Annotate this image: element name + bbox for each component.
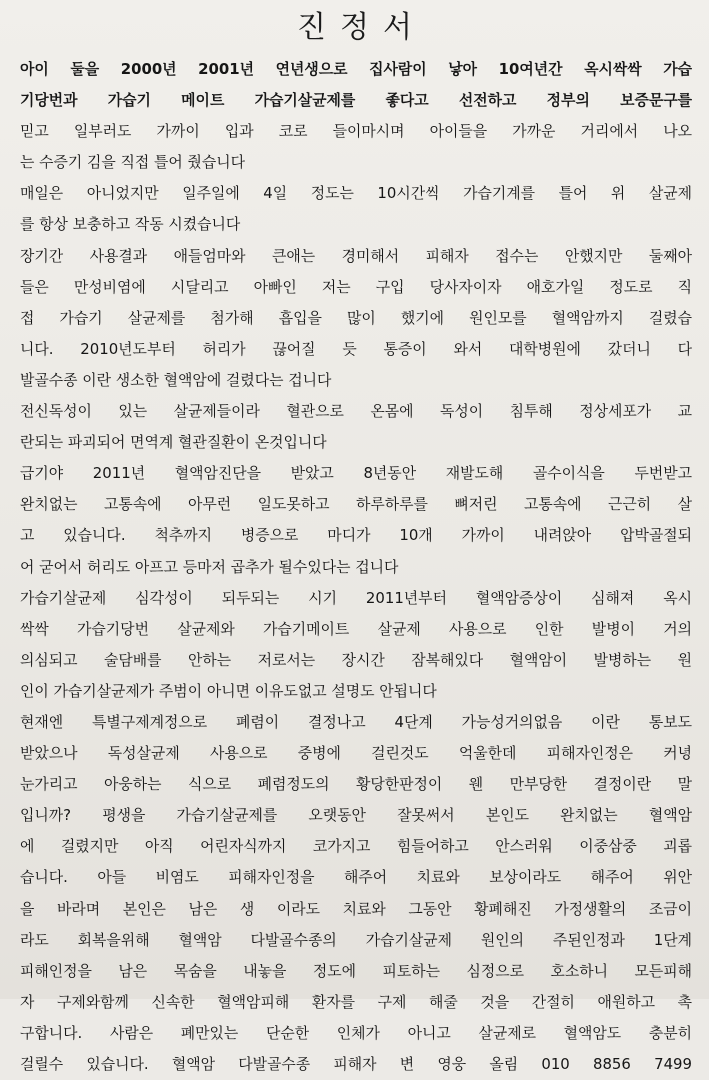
body-line-20: 의심되고 술담배를 안하는 저로서는 장시간 잠복해있다 혈액암이 발병하는 원 xyxy=(20,650,692,669)
body-line-10: 니다. 2010년도부터 허리가 끊어질 듯 통증이 와서 대학병원에 갔더니 다 xyxy=(20,339,692,358)
body-line-29: 라도 회복을위해 혈액암 다발골수종의 가습기살균제 원인의 주된인정과 1단계 xyxy=(20,930,692,949)
body-line-32: 구합니다. 사람은 폐만있는 단순한 인체가 아니고 살균제로 혈액암도 충분히 xyxy=(20,1023,693,1042)
body-line-6: 를 항상 보충하고 작동 시켰습니다 xyxy=(20,215,241,234)
body-line-1: 아이 둘을 2000년 2001년 연년생으로 집사람이 낳아 10여년간 옥시싹싹 가습 xyxy=(20,60,692,78)
body-line-23: 받았으나 독성살균제 사용으로 중병에 걸린것도 억울한데 피해자인정은 커녕 xyxy=(20,744,692,763)
body-line-22: 현재엔 특별구제계정으로 폐렴이 결정나고 4단계 가능성거의없음 이란 통보도 xyxy=(20,712,692,731)
body-line-30: 피해인정을 남은 목숨을 내놓을 정도에 피토하는 심정으로 호소하니 모든피해 xyxy=(20,961,692,980)
body-line-24: 눈가리고 아웅하는 식으로 폐렴정도의 황당한판정이 웬 만부당한 결정이란 말 xyxy=(20,775,692,794)
body-line-5: 매일은 아니었지만 일주일에 4일 정도는 10시간씩 가습기계를 틀어 위 살균제 xyxy=(20,184,692,203)
body-line-31: 자 구제와함께 신속한 혈액암피해 환자를 구제 해줄 것을 간절히 애원하고 촉 xyxy=(20,992,692,1011)
body-line-12: 전신독성이 있는 살균제들이라 혈관으로 온몸에 독성이 침투해 정상세포가 교 xyxy=(20,402,692,421)
body-line-19: 싹싹 가습기당번 살균제와 가습기메이트 살균제 사용으로 인한 발병이 거의 xyxy=(20,619,692,638)
document-title: 진정서 xyxy=(297,10,426,45)
body-line-15: 완치없는 고통속에 아무런 일도못하고 하루하루를 뼈저린 고통속에 근근히 살 xyxy=(20,495,692,514)
body-line-28: 을 바라며 본인은 남은 생 이라도 치료와 그동안 황폐해진 가정생활의 조금이 xyxy=(20,899,692,918)
body-line-27: 습니다. 아들 비염도 피해자인정을 해주어 치료와 보상이라도 해주어 위안 xyxy=(20,868,692,887)
body-line-33: 걸릴수 있습니다. 혈액암 다발골수종 피해자 변 영웅 올림 010 8856 7499 xyxy=(20,1055,692,1073)
body-line-21: 인이 가습기살균제가 주범이 아니면 이유도없고 설명도 안됩니다 xyxy=(20,681,437,700)
body-line-25: 입니까? 평생을 가습기살균제를 오랫동안 잘못써서 본인도 완치없는 혈액암 xyxy=(20,806,692,825)
body-line-18: 가습기살균제 심각성이 되두되는 시기 2011년부터 혈액암증상이 심해져 옥시 xyxy=(20,588,692,607)
body-line-13: 란되는 파괴되어 면역계 혈관질환이 온것입니다 xyxy=(20,433,327,452)
body-line-4: 는 수증기 김을 직접 틀어 줬습니다 xyxy=(20,153,246,172)
document-body xyxy=(20,54,692,1080)
body-line-7: 장기간 사용결과 애들엄마와 큰애는 경미해서 피해자 접수는 안했지만 둘째아 xyxy=(20,246,692,265)
body-line-11: 발골수종 이란 생소한 혈액암에 걸렸다는 겁니다 xyxy=(20,370,332,389)
body-line-2: 기당번과 가습기 메이트 가습기살균제를 좋다고 선전하고 정부의 보증문구를 xyxy=(20,91,692,110)
body-line-26: 에 걸렸지만 아직 어린자식까지 코가지고 힘들어하고 안스러워 이중삼중 괴롭 xyxy=(20,837,692,856)
body-line-14: 급기야 2011년 혈액암진단을 받았고 8년동안 재발도해 골수이식을 두번받고 xyxy=(20,464,692,483)
body-line-3: 믿고 일부러도 가까이 입과 코로 들이마시며 아이들을 가까운 거리에서 나오 xyxy=(20,122,692,141)
body-line-17: 어 굳어서 허리도 아프고 등마저 곱추가 될수있다는 겁니다 xyxy=(20,557,399,576)
body-line-16: 고 있습니다. 척추까지 병증으로 마디가 10개 가까이 내려앉아 압박골절되 xyxy=(20,526,692,545)
body-line-8: 들은 만성비염에 시달리고 아빠인 저는 구입 당사자이자 애호가일 정도로 직 xyxy=(20,277,692,296)
body-line-9: 접 가습기 살균제를 첨가해 흡입을 많이 했기에 원인모를 혈액암까지 걸렸습 xyxy=(20,308,692,327)
